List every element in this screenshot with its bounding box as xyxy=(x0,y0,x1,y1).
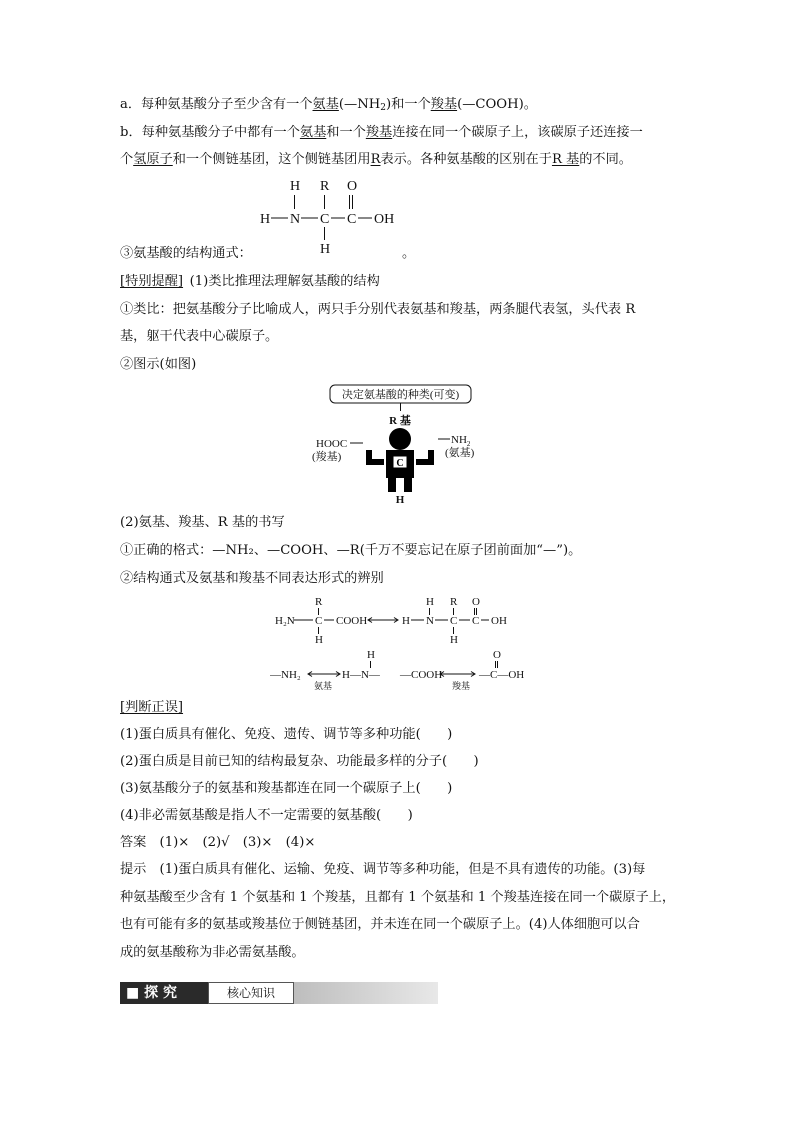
head xyxy=(389,428,411,450)
text: )和一个 xyxy=(385,97,431,112)
text: (4)非必需氨基酸是指人不一定需要的氨基酸( ) xyxy=(120,808,413,823)
r-base-term: R 基 xyxy=(551,152,580,167)
text: 和一个 xyxy=(326,125,366,140)
atom-n: N xyxy=(290,212,301,227)
line-b1 xyxy=(120,124,643,142)
kind-box-label: 决定氨基酸的种类(可变) xyxy=(341,389,460,401)
line-b2 xyxy=(120,151,632,169)
text: 也有可能有多的氨基或羧基位于侧链基团，并未连在同一个碳原子上。(4)人体细胞可以合 xyxy=(120,917,640,932)
line-c-end xyxy=(402,245,415,263)
text: ①正确的格式：—NH₂、—COOH、—R(千万不要忘记在原子团前面加“—”)。 xyxy=(120,543,582,558)
atom-h-left: H xyxy=(260,212,271,227)
text: (—NH xyxy=(338,97,381,112)
bottom-h: H xyxy=(395,494,405,505)
section-banner xyxy=(120,982,438,1004)
f2-o: O xyxy=(472,596,480,608)
text: (2)氨基、羧基、R 基的书写 xyxy=(120,515,285,530)
r-term: R xyxy=(370,152,381,167)
f2-r: R xyxy=(450,596,458,608)
text: ①类比：把氨基酸分子比喻成人，两只手分别代表氨基和羧基，两条腿代表氢，头代表 R xyxy=(120,302,636,317)
atom-oh: OH xyxy=(374,212,395,227)
amino-acid-person-figure xyxy=(300,381,500,505)
g1-nh2: —NH₂ xyxy=(270,669,301,681)
tip-analogy-2 xyxy=(120,328,278,346)
judge-item-1 xyxy=(120,726,452,744)
banner-sub: 核心知识 xyxy=(208,982,294,1004)
tip-figure xyxy=(120,356,196,374)
hint-line-1 xyxy=(120,861,645,879)
text: 连接在同一个碳原子上，该碳原子还连接一 xyxy=(392,125,643,140)
judge-heading xyxy=(120,699,183,717)
hooc-group: HOOC xyxy=(316,438,348,450)
g2-coh: —C—OH xyxy=(479,669,525,681)
banner-main: ■ 探 究 xyxy=(120,982,208,1004)
text: ②图示(如图) xyxy=(120,357,197,372)
line-c xyxy=(120,245,252,263)
f2-oh: OH xyxy=(491,615,507,627)
tip-title: [特别提醒] xyxy=(120,274,184,289)
f1-r: R xyxy=(315,596,323,608)
g1-label: 氨基 xyxy=(314,681,333,691)
text: 。 xyxy=(402,246,416,261)
g2-cooh: —COOH xyxy=(400,669,443,681)
text: 的不同。 xyxy=(579,152,632,167)
text: 答案 (1)× (2)√ (3)× (4)× xyxy=(120,835,316,850)
tip-correct-format xyxy=(120,542,581,560)
atom-c1: C xyxy=(320,212,330,227)
text: (—COOH)。 xyxy=(457,97,537,112)
g1-h: H xyxy=(367,649,375,661)
text: 提示 (1)蛋白质具有催化、运输、免疫、调节等多种功能，但是不具有遗传的功能。(3)每 xyxy=(120,862,646,877)
f2-c1: C xyxy=(450,615,458,627)
f2-h-top: H xyxy=(426,596,434,608)
amino-term: 氨基 xyxy=(299,125,327,140)
text: ③氨基酸的结构通式： xyxy=(120,246,252,261)
atom-r-top: R xyxy=(320,179,330,194)
r-base-label: R 基 xyxy=(389,415,411,427)
text: 种氨基酸至少含有 1 个氨基和 1 个羧基，且都有 1 个氨基和 1 个羧基连接在同一个碳原子上， xyxy=(120,890,676,905)
hydrogen-term: 氢原子 xyxy=(133,152,173,167)
hint-line-3 xyxy=(120,916,640,934)
subscript: 2 xyxy=(380,103,386,113)
text: (1)蛋白质具有催化、免疫、遗传、调节等多种功能( ) xyxy=(120,727,453,742)
atom-h-top: H xyxy=(290,179,301,194)
left-leg xyxy=(388,478,396,492)
text: ②结构通式及氨基和羧基不同表达形式的辨别 xyxy=(120,571,384,586)
g1-hn: H—N— xyxy=(342,669,380,681)
f1-cooh: COOH xyxy=(336,615,368,627)
f2-c2: C xyxy=(472,615,480,627)
judge-item-2 xyxy=(120,753,479,771)
text: b．每种氨基酸分子中都有一个 xyxy=(120,125,300,140)
text: (2)蛋白质是目前已知的结构最复杂、功能最多样的分子( ) xyxy=(120,754,479,769)
g2-label: 羧基 xyxy=(452,681,471,691)
text: (1)类比推理法理解氨基酸的结构 xyxy=(189,274,380,289)
answer-line xyxy=(120,834,315,852)
formula-comparison xyxy=(270,592,550,692)
f1-h: H xyxy=(315,634,323,646)
tip-writing-heading xyxy=(120,514,285,532)
center-c: C xyxy=(396,458,404,469)
text: 成的氨基酸称为非必需氨基酸。 xyxy=(120,945,305,960)
g2-o: O xyxy=(493,649,501,661)
text: 基，躯干代表中心碳原子。 xyxy=(120,329,279,344)
text: (3)氨基酸分子的氨基和羧基都连在同一个碳原子上( ) xyxy=(120,781,453,796)
right-arm xyxy=(416,459,434,465)
general-formula xyxy=(250,176,420,256)
hint-line-4 xyxy=(120,944,305,962)
text: 个 xyxy=(120,152,134,167)
text: a．每种氨基酸分子至少含有一个 xyxy=(120,97,313,112)
nh2-group: $NH_2$ xyxy=(451,434,471,448)
f2-h-left: H xyxy=(402,615,410,627)
atom-o-top: O xyxy=(347,179,358,194)
amino-label: (氨基) xyxy=(445,447,475,459)
atom-h-bottom: H xyxy=(320,242,331,256)
tip-heading xyxy=(120,273,380,291)
carboxyl-term: 羧基 xyxy=(365,125,393,140)
line-a xyxy=(120,96,537,114)
judge-item-3 xyxy=(120,780,452,798)
tip-distinguish xyxy=(120,570,384,588)
hint-line-2 xyxy=(120,889,675,907)
carboxyl-term: 羧基 xyxy=(430,97,458,112)
carboxyl-label: (羧基) xyxy=(312,451,342,463)
f2-h-bottom: H xyxy=(450,634,458,646)
text: 表示。各种氨基酸的区别在于 xyxy=(380,152,552,167)
f1-c: C xyxy=(315,615,323,627)
right-leg xyxy=(404,478,412,492)
atom-c2: C xyxy=(347,212,357,227)
f2-n: N xyxy=(426,615,434,627)
judge-title: [判断正误] xyxy=(120,700,184,715)
amino-term: 氨基 xyxy=(312,97,339,112)
f1-h2n: H₂N xyxy=(275,615,295,627)
tip-analogy-1 xyxy=(120,301,635,319)
left-arm xyxy=(366,459,384,465)
judge-item-4 xyxy=(120,807,413,825)
text: 和一个侧链基团，这个侧链基团用 xyxy=(172,152,371,167)
